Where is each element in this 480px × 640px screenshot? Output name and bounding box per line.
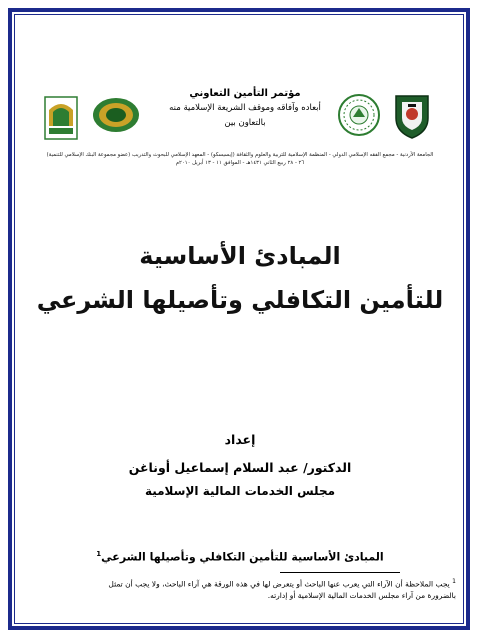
affiliations-text: الجامعة الأردنية - مجمع الفقه الإسلامي الدولي - المنظمة الإسلامية للتربية والعلوم والثقافة (إيسيسكو) - المعهد الإسلامي للبحوث والتدريب (عضو مجموعة البنك الإسلامي للتنمية) xyxy=(46,152,434,158)
footnote-line-2: بالضرورة من آراء مجلس الخدمات المالية الإسلامية أو إدارته. xyxy=(267,590,456,600)
footnote-marker: 1 xyxy=(96,550,102,558)
conference-subtitle: أبعاده وآفاقه وموقف الشريعة الإسلامية منه xyxy=(169,103,321,113)
document-title-line-1: المبادئ الأساسية xyxy=(139,242,341,270)
footnote-line-1: يجب الملاحظة أن الآراء التي يعرب عنها الباحث أو يتعرض لها في هذه الورقة هي آراء الباحث، ولا يجب أن تمثل xyxy=(108,579,450,589)
author-name: الدكتور/ عبد السلام إسماعيل أوناغن xyxy=(128,460,352,475)
conference-dates: ٢٦ - ٢٨ ربيع الثاني ١٤٣١هـ - الموافق ١١ - ١٣ أبريل ٢٠١٠م xyxy=(175,160,305,166)
title-reference-text: المبادئ الأساسية للتأمين التكافلي وتأصيلها الشرعي xyxy=(101,550,384,564)
cooperation-label: بالتعاون بين xyxy=(224,118,266,128)
title-reference xyxy=(20,550,460,564)
footnote-separator xyxy=(280,572,400,573)
irti-logo xyxy=(44,96,78,140)
university-shield-logo xyxy=(394,92,430,140)
conference-header xyxy=(130,86,360,131)
document-page xyxy=(20,20,460,618)
conference-title: مؤتمر التأمين التعاوني xyxy=(189,88,301,99)
author-organization: مجلس الخدمات المالية الإسلامية xyxy=(144,484,336,498)
footnote-number: 1 xyxy=(452,578,456,585)
footnote xyxy=(76,576,456,601)
prepared-by-label: إعداد xyxy=(224,432,256,447)
affiliations-block xyxy=(28,151,452,167)
document-title-line-2: للتأمين التكافلي وتأصيلها الشرعي xyxy=(36,286,444,314)
